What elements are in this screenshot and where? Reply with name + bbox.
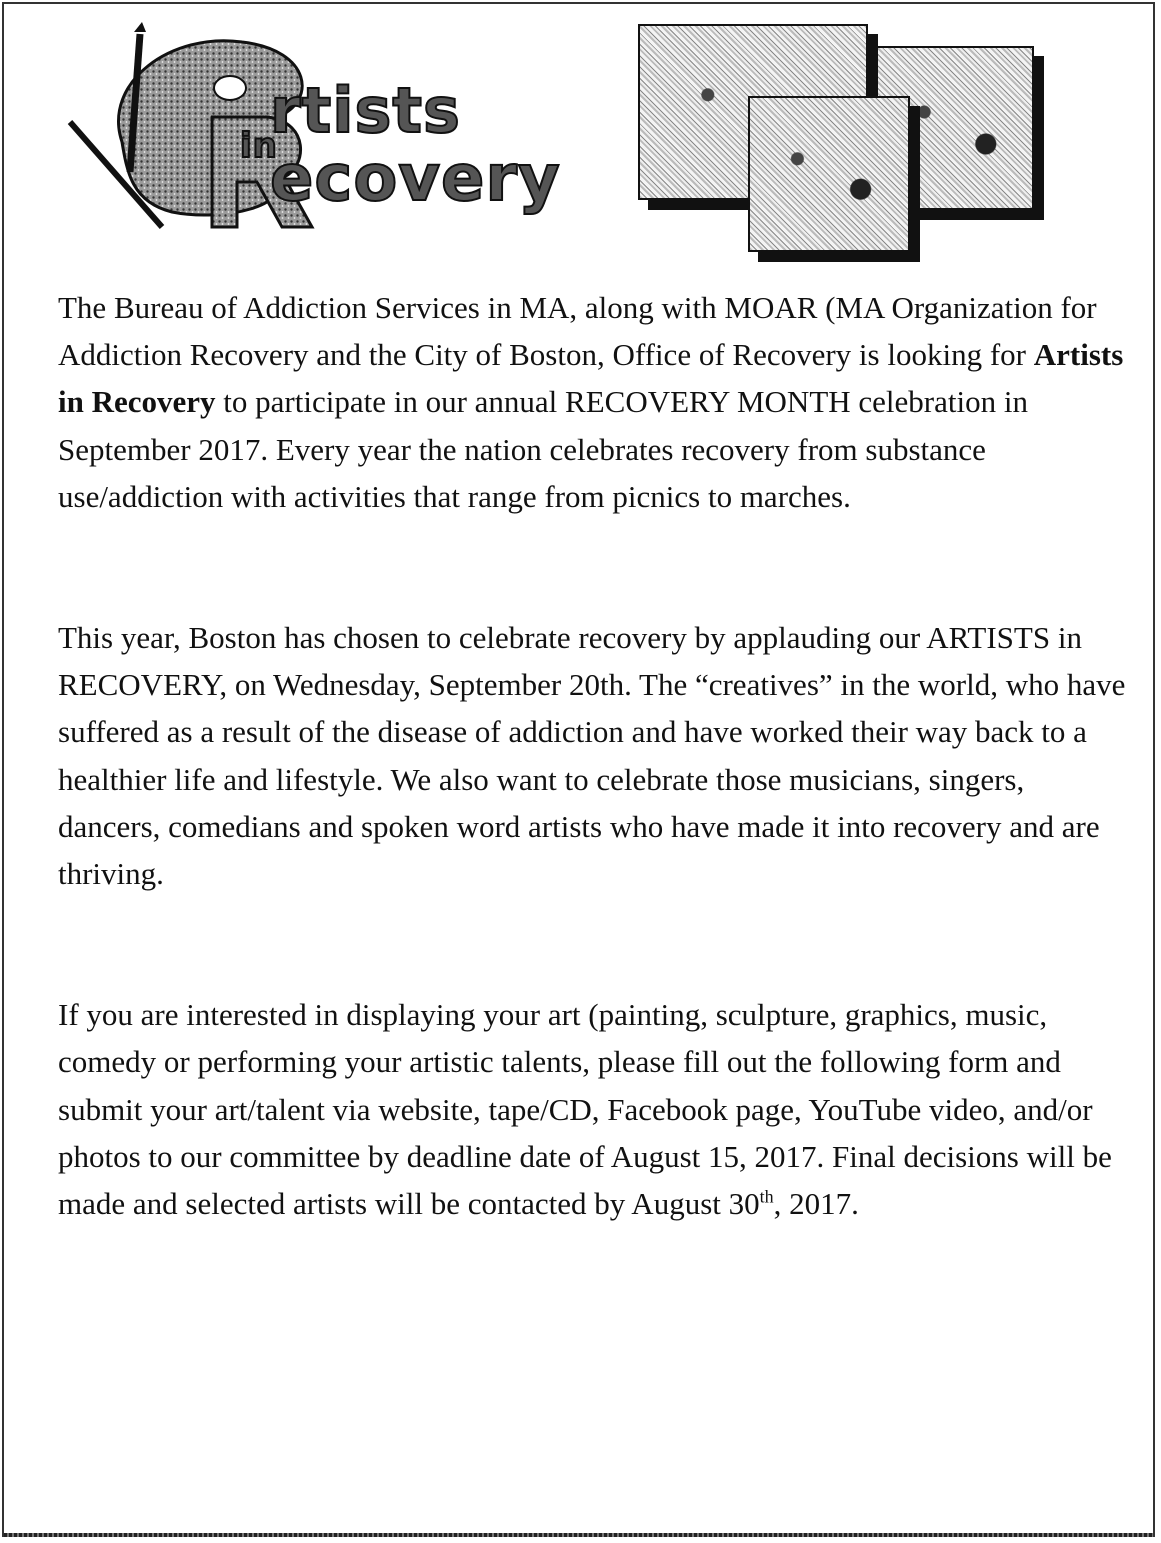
submission-paragraph	[58, 991, 1128, 1227]
logo-word-artists: rtists	[270, 74, 461, 147]
art-photo-collage	[636, 20, 1046, 262]
flyer-body	[58, 284, 1128, 1227]
celebration-paragraph: This year, Boston has chosen to celebrate recovery by applauding our ARTISTS in RECOVERY, on Wednesday, September 20th. The “creatives” in the world, who have suffered as a result of the disease of addiction and have worked their way back to a healthier life and lifestyle. We also want to celebrate those musicians, singers, dancers, comedians and spoken word artists who have made it into recovery and are thriving.	[58, 620, 1126, 892]
submission-text-end: , 2017.	[773, 1186, 859, 1222]
intro-text-end: to participate in our annual RECOVERY MONTH celebration in September 2017. Every year the nation celebrates recovery from substance use/addiction with activities that range from picnics to marches.	[58, 384, 1028, 514]
submission-text-start: If you are interested in displaying your art (painting, sculpture, graphics, music, comedy or performing your artistic talents, please fill out the following form and submit your art/talent via website, tape/CD, Facebook page, YouTube video, and/or photos to our committee by deadline date of August 15, 2017. Final decisions will be made and selected artists will be contacted by August 30	[58, 997, 1112, 1222]
collage-photo-center	[748, 96, 910, 252]
ordinal-suffix: th	[759, 1186, 774, 1207]
artists-in-recovery-logo	[62, 22, 602, 242]
intro-text-start: The Bureau of Addiction Services in MA, along with MOAR (MA Organization for Addiction Recovery and the City of Boston, Office of Recovery is looking for	[58, 290, 1097, 373]
intro-paragraph	[58, 284, 1128, 520]
logo-word-in: in	[240, 126, 278, 166]
artists-in-recovery-emphasis: Artists in Recovery	[58, 337, 1124, 420]
logo-word-recovery: ecovery	[270, 142, 561, 216]
